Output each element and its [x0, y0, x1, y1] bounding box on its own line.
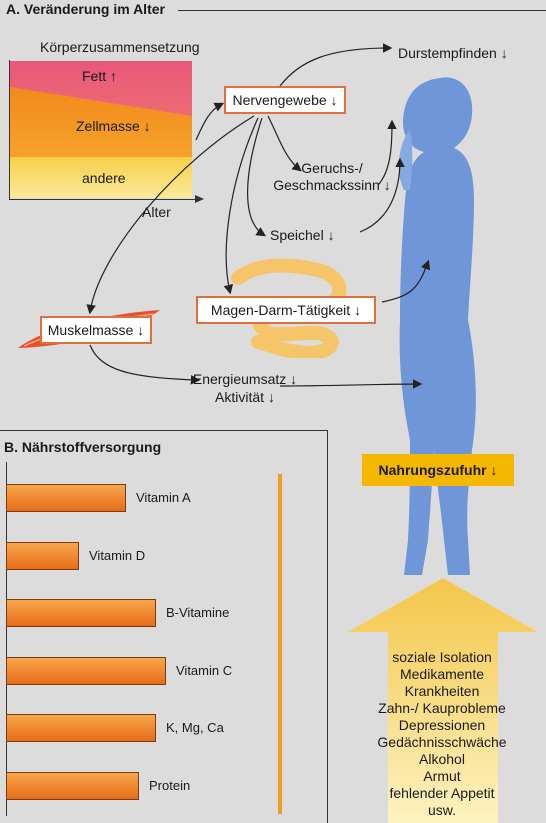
factor-item: Depressionen	[398, 717, 486, 733]
node-nervengewebe: Nervengewebe ↓	[224, 86, 346, 114]
factor-item: Medikamente	[399, 666, 485, 682]
nutrient-bar-label: K, Mg, Ca	[166, 720, 224, 735]
node-geruch-line1: Geruchs-/	[301, 160, 363, 176]
factor-item: Armut	[423, 768, 461, 784]
node-energie	[186, 370, 304, 406]
factors-list	[362, 649, 522, 819]
section-a-title: A. Veränderung im Alter	[6, 1, 165, 17]
nutrient-chart	[6, 462, 306, 816]
nutrient-reference-line	[278, 474, 282, 814]
nutrient-bar	[6, 657, 166, 685]
node-muskel: Muskelmasse ↓	[40, 316, 152, 344]
nutrient-bar	[6, 772, 139, 800]
factor-item: fehlender Appetit	[389, 785, 495, 801]
node-speichel: Speichel ↓	[270, 227, 335, 243]
factor-item: Zahn-/ Kauprobleme	[378, 700, 506, 716]
factor-item: Krankheiten	[404, 683, 480, 699]
node-energie-line1: Energieumsatz ↓	[192, 371, 298, 387]
node-geruch-line2: Geschmackssinn ↓	[273, 177, 391, 193]
composition-axis-label: Alter	[142, 204, 171, 220]
nutrient-bar-label: B-Vitamine	[166, 605, 230, 620]
nutrient-bar-label: Vitamin D	[89, 547, 146, 563]
nutrient-bar	[6, 484, 126, 512]
factor-item: Alkohol	[419, 751, 465, 767]
node-durst: Durstempfinden ↓	[398, 45, 508, 61]
node-magen: Magen-Darm-Tätigkeit ↓	[196, 296, 376, 324]
nutrient-bar	[6, 714, 156, 742]
factor-item: Gedächnisschwäche	[377, 734, 507, 750]
nutrient-bar-label: Vitamin A	[136, 490, 191, 505]
section-b-title: B. Nährstoffversorgung	[4, 439, 162, 455]
nutrient-bar	[6, 599, 156, 627]
nutrient-bar-label: Protein	[149, 777, 191, 793]
nutrient-bar	[6, 542, 79, 570]
factor-item: usw.	[427, 802, 456, 818]
node-nahrung: Nahrungszufuhr ↓	[362, 454, 514, 486]
factor-item: soziale Isolation	[392, 649, 492, 665]
node-geruch	[272, 160, 392, 194]
nutrient-chart-axis	[6, 462, 7, 816]
node-energie-line2: Aktivität ↓	[215, 389, 275, 405]
composition-title: Körperzusammensetzung	[40, 39, 200, 55]
nutrient-bar-label: Vitamin C	[176, 662, 233, 678]
layer-other-label: andere	[82, 170, 126, 186]
layer-cellmass-label: Zellmasse ↓	[76, 118, 151, 134]
layer-fat-label: Fett ↑	[82, 68, 118, 84]
